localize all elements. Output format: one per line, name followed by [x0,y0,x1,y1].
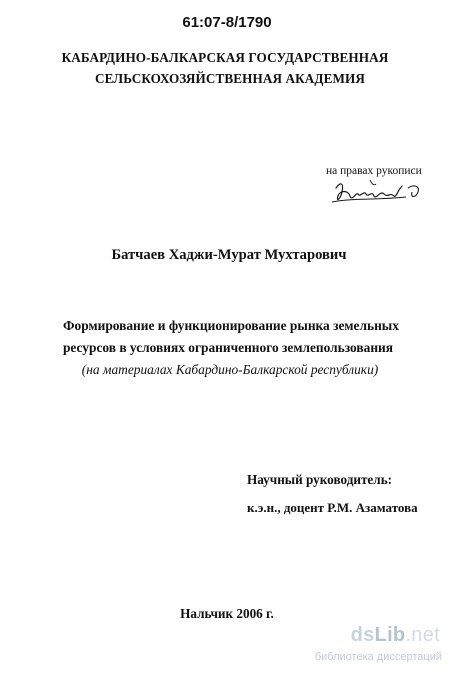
handwritten-signature [330,178,426,208]
institution-name-line2: СЕЛЬСКОХОЗЯЙСТВЕННАЯ АКАДЕМИЯ [94,71,366,86]
dissertation-title-line2: ресурсов в условиях ограниченного землепользования [62,340,394,355]
catalog-code: 61:07-8/1790 [182,14,272,31]
manuscript-rights-note: на правах рукописи [326,165,422,177]
watermark-logo [314,624,446,672]
dissertation-subtitle: (на материалах Кабардино-Балкарской республики) [81,362,379,377]
institution-name-line1: КАБАРДИНО-БАЛКАРСКАЯ ГОСУДАРСТВЕННАЯ [61,50,389,65]
dissertation-title-line1: Формирование и функционирование рынка земельных [63,318,399,333]
place-and-year: Нальчик 2006 г. [180,606,274,621]
watermark-brand: dsLib.net [350,624,440,646]
supervisor-label: Научный руководитель: [247,472,393,487]
supervisor-name: к.э.н., доцент Р.М. Азаматова [247,500,418,515]
watermark-caption: библиотека диссертаций [314,651,442,663]
author-name: Батчаев Хаджи-Мурат Мухтарович [111,247,347,263]
